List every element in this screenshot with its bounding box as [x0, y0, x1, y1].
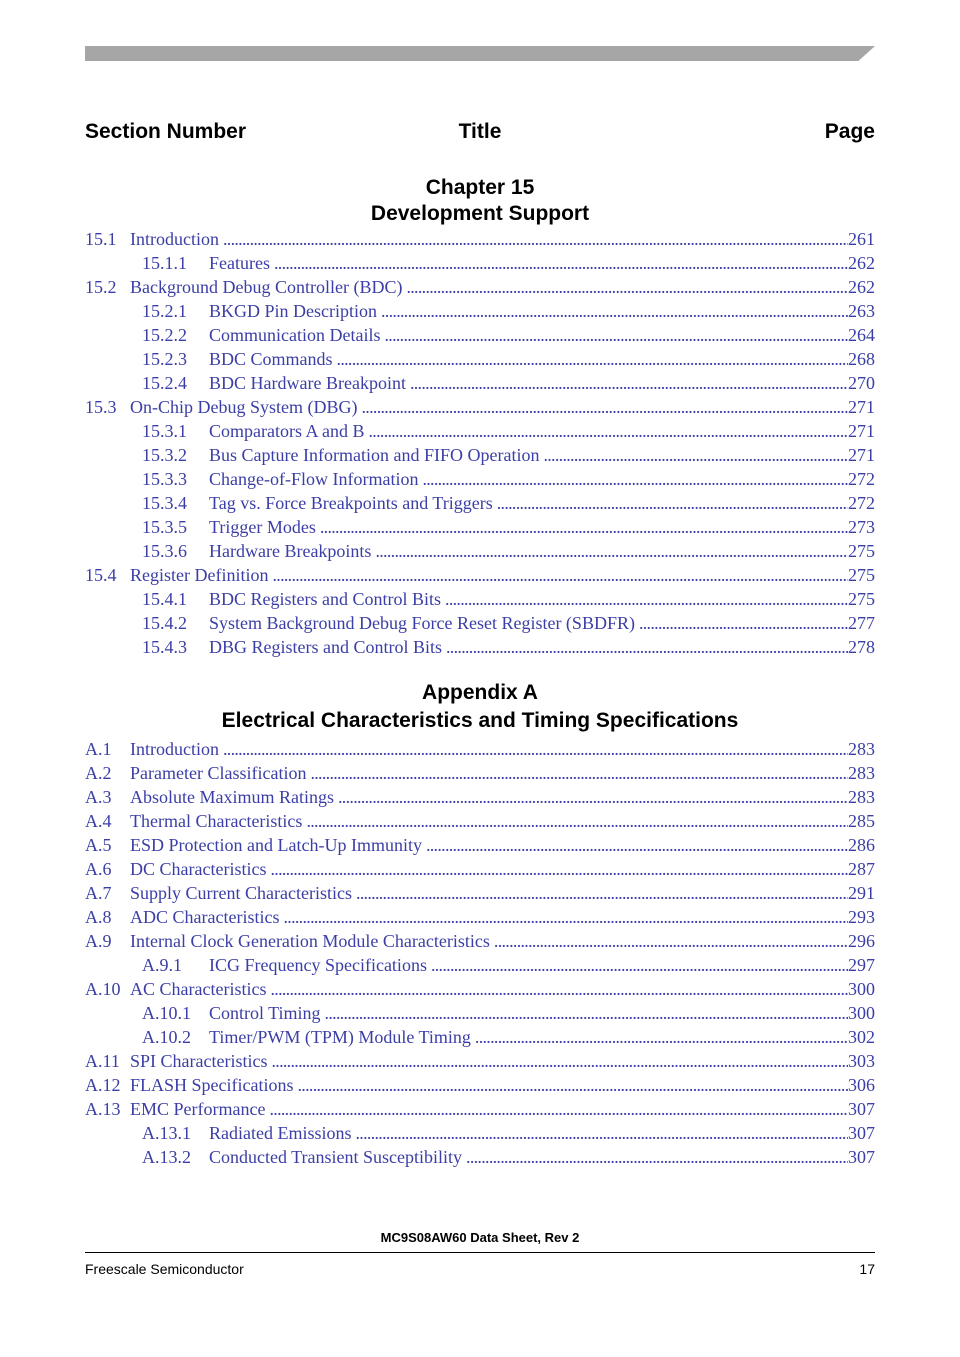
toc-entry-title[interactable]: Register Definition — [130, 563, 272, 587]
toc-entry[interactable] — [85, 1097, 875, 1121]
toc-entry[interactable] — [85, 539, 875, 563]
toc-entry-page[interactable]: 272 — [848, 493, 875, 513]
toc-entry-page[interactable]: 306 — [848, 1075, 875, 1095]
toc-entry-title[interactable]: Radiated Emissions — [209, 1121, 356, 1145]
toc-entry-title[interactable]: Parameter Classification — [130, 761, 310, 785]
toc-entry[interactable] — [85, 1049, 875, 1073]
toc-entry-number: 15.1 — [85, 229, 117, 249]
toc-entry-page[interactable]: 271 — [848, 421, 875, 441]
toc-entry-number: A.10 — [85, 979, 121, 999]
toc-entry-page[interactable]: 293 — [848, 907, 875, 927]
toc-entry[interactable] — [85, 323, 875, 347]
toc-entry-page[interactable]: 277 — [848, 613, 875, 633]
toc-entry-title[interactable]: Bus Capture Information and FIFO Operation — [209, 443, 543, 467]
toc-entry-page[interactable]: 291 — [848, 883, 875, 903]
toc-entry-page[interactable]: 283 — [848, 787, 875, 807]
dot-leader — [426, 833, 848, 857]
toc-entry-number: A.13.2 — [142, 1147, 191, 1167]
toc-entry[interactable] — [85, 785, 875, 809]
toc-entry[interactable] — [85, 635, 875, 659]
toc-entry-title[interactable]: Communication Details — [209, 323, 384, 347]
appendix-heading: Appendix A — [422, 681, 538, 704]
toc-entry-page[interactable]: 263 — [848, 301, 875, 321]
toc-entry-number: 15.3.1 — [142, 421, 187, 441]
dot-leader — [497, 491, 848, 515]
dot-leader — [325, 1001, 848, 1025]
column-header-section-number: Section Number — [85, 120, 247, 143]
toc-entry-page[interactable]: 302 — [848, 1027, 875, 1047]
toc-entry-title[interactable]: BDC Registers and Control Bits — [209, 587, 445, 611]
toc-entry-number: 15.2.3 — [142, 349, 187, 369]
toc-entry-page[interactable]: 275 — [848, 565, 875, 585]
column-header — [85, 120, 875, 150]
toc-entry[interactable] — [85, 905, 875, 929]
toc-entry[interactable] — [85, 443, 875, 467]
toc-entry-number: A.6 — [85, 859, 112, 879]
toc-entry[interactable] — [85, 563, 875, 587]
dot-leader — [283, 905, 848, 929]
toc-entry[interactable] — [85, 611, 875, 635]
dot-leader — [406, 275, 848, 299]
toc-entry-page[interactable]: 275 — [848, 589, 875, 609]
toc-entry[interactable] — [85, 857, 875, 881]
toc-entry-number: A.10.2 — [142, 1027, 191, 1047]
toc-entry-number: A.9 — [85, 931, 112, 951]
toc-entry-number: A.8 — [85, 907, 112, 927]
toc-entry-title[interactable]: Tag vs. Force Breakpoints and Triggers — [209, 491, 497, 515]
chapter-subheading: Development Support — [370, 202, 590, 225]
column-header-title: Title — [458, 120, 502, 143]
toc-appendix-a — [85, 737, 875, 1169]
toc-entry-number: A.2 — [85, 763, 112, 783]
toc-entry-title[interactable]: System Background Debug Force Reset Register (SBDFR) — [209, 611, 639, 635]
dot-leader — [298, 1073, 849, 1097]
toc-entry[interactable] — [85, 251, 875, 275]
toc-entry-page[interactable]: 261 — [848, 229, 875, 249]
toc-entry-title[interactable]: Control Timing — [209, 1001, 325, 1025]
toc-entry-title[interactable]: Introduction — [130, 737, 223, 761]
toc-entry-title[interactable]: On-Chip Debug System (DBG) — [130, 395, 362, 419]
toc-entry-number: A.11 — [85, 1051, 120, 1071]
toc-entry[interactable] — [85, 395, 875, 419]
toc-entry[interactable] — [85, 809, 875, 833]
toc-entry-title[interactable]: EMC Performance — [130, 1097, 269, 1121]
dot-leader — [274, 251, 848, 275]
toc-entry-number: 15.2.4 — [142, 373, 187, 393]
toc-entry-page[interactable]: 268 — [848, 349, 875, 369]
toc-entry[interactable] — [85, 1121, 875, 1145]
toc-entry-page[interactable]: 286 — [848, 835, 875, 855]
toc-entry-number: 15.2.2 — [142, 325, 187, 345]
dot-leader — [223, 227, 848, 251]
toc-entry[interactable] — [85, 419, 875, 443]
toc-entry-number: 15.3.2 — [142, 445, 187, 465]
toc-entry-number: 15.3.3 — [142, 469, 187, 489]
toc-entry[interactable] — [85, 1025, 875, 1049]
dot-leader — [494, 929, 848, 953]
toc-entry-title[interactable]: Conducted Transient Susceptibility — [209, 1145, 466, 1169]
footer-page-number: 17 — [859, 1261, 875, 1277]
dot-leader — [410, 371, 848, 395]
toc-entry-page[interactable]: 273 — [848, 517, 875, 537]
toc-entry-title[interactable]: SPI Characteristics — [130, 1049, 271, 1073]
dot-leader — [384, 323, 848, 347]
toc-entry-page[interactable]: 287 — [848, 859, 875, 879]
toc-entry[interactable] — [85, 227, 875, 251]
toc-entry-number: 15.1.1 — [142, 253, 187, 273]
toc-entry-title[interactable]: Internal Clock Generation Module Characteristics — [130, 929, 494, 953]
toc-chapter-15 — [85, 227, 875, 659]
dot-leader — [375, 539, 848, 563]
toc-entry-number: 15.4.3 — [142, 637, 187, 657]
toc-entry-page[interactable]: 275 — [848, 541, 875, 561]
toc-entry-title[interactable]: Change-of-Flow Information — [209, 467, 422, 491]
toc-entry[interactable] — [85, 491, 875, 515]
toc-entry-number: A.9.1 — [142, 955, 182, 975]
toc-entry[interactable] — [85, 953, 875, 977]
toc-entry-page[interactable]: 307 — [848, 1147, 875, 1167]
dot-leader — [338, 785, 848, 809]
dot-leader — [362, 395, 849, 419]
dot-leader — [445, 587, 848, 611]
toc-entry[interactable] — [85, 347, 875, 371]
toc-entry-title[interactable]: AC Characteristics — [130, 977, 270, 1001]
toc-entry-title[interactable]: ESD Protection and Latch-Up Immunity — [130, 833, 426, 857]
toc-entry[interactable] — [85, 1145, 875, 1169]
toc-entry-page[interactable]: 271 — [848, 445, 875, 465]
toc-entry[interactable] — [85, 881, 875, 905]
toc-entry[interactable] — [85, 587, 875, 611]
toc-entry-title[interactable]: ICG Frequency Specifications — [209, 953, 431, 977]
dot-leader — [270, 857, 848, 881]
toc-entry-title[interactable]: Comparators A and B — [209, 419, 369, 443]
toc-entry-number: 15.2.1 — [142, 301, 187, 321]
toc-entry-page[interactable]: 297 — [848, 955, 875, 975]
toc-entry-number: A.10.1 — [142, 1003, 191, 1023]
toc-entry-page[interactable]: 300 — [848, 1003, 875, 1023]
toc-entry-title[interactable]: Absolute Maximum Ratings — [130, 785, 338, 809]
footer-doc-title: MC9S08AW60 Data Sheet, Rev 2 — [380, 1230, 580, 1245]
dot-leader — [543, 443, 848, 467]
dot-leader — [310, 761, 848, 785]
toc-entry-number: 15.3.4 — [142, 493, 187, 513]
toc-entry-number: 15.4.1 — [142, 589, 187, 609]
dot-leader — [639, 611, 848, 635]
toc-entry[interactable] — [85, 833, 875, 857]
toc-entry-title[interactable]: Supply Current Characteristics — [130, 881, 356, 905]
dot-leader — [223, 737, 848, 761]
toc-entry-page[interactable]: 264 — [848, 325, 875, 345]
toc-entry[interactable] — [85, 299, 875, 323]
dot-leader — [446, 635, 848, 659]
dot-leader — [272, 563, 848, 587]
dot-leader — [356, 881, 848, 905]
toc-entry-page[interactable]: 271 — [848, 397, 875, 417]
toc-entry-number: 15.3.5 — [142, 517, 187, 537]
toc-entry-number: A.5 — [85, 835, 112, 855]
dot-leader — [270, 977, 848, 1001]
toc-entry-number: A.4 — [85, 811, 112, 831]
dot-leader — [320, 515, 848, 539]
toc-entry-title[interactable]: FLASH Specifications — [130, 1073, 298, 1097]
header-bar — [85, 46, 875, 61]
dot-leader — [422, 467, 848, 491]
dot-leader — [271, 1049, 848, 1073]
toc-entry-page[interactable]: 278 — [848, 637, 875, 657]
toc-entry-number: A.3 — [85, 787, 112, 807]
toc-entry[interactable] — [85, 275, 875, 299]
toc-entry-page[interactable]: 270 — [848, 373, 875, 393]
toc-entry-number: A.1 — [85, 739, 112, 759]
toc-entry-number: A.12 — [85, 1075, 121, 1095]
toc-entry-number: 15.4 — [85, 565, 117, 585]
toc-entry-page[interactable]: 307 — [848, 1123, 875, 1143]
toc-entry-title[interactable]: Introduction — [130, 227, 223, 251]
toc-entry-page[interactable]: 300 — [848, 979, 875, 999]
toc-entry-title[interactable]: DC Characteristics — [130, 857, 270, 881]
toc-entry[interactable] — [85, 977, 875, 1001]
toc-entry-number: 15.3 — [85, 397, 117, 417]
toc-entry-page[interactable]: 272 — [848, 469, 875, 489]
footer-divider — [85, 1252, 875, 1253]
toc-entry-title[interactable]: BDC Hardware Breakpoint — [209, 371, 410, 395]
toc-entry-number: A.7 — [85, 883, 112, 903]
toc-entry-number: A.13.1 — [142, 1123, 191, 1143]
toc-entry-title[interactable]: ADC Characteristics — [130, 905, 283, 929]
dot-leader — [475, 1025, 848, 1049]
toc-entry-page[interactable]: 283 — [848, 739, 875, 759]
dot-leader — [431, 953, 848, 977]
dot-leader — [369, 419, 849, 443]
toc-entry-page[interactable]: 262 — [848, 253, 875, 273]
toc-entry-title[interactable]: Hardware Breakpoints — [209, 539, 375, 563]
dot-leader — [381, 299, 848, 323]
toc-entry[interactable] — [85, 1001, 875, 1025]
toc-entry-page[interactable]: 307 — [848, 1099, 875, 1119]
dot-leader — [356, 1121, 849, 1145]
toc-entry[interactable] — [85, 467, 875, 491]
toc-entry-number: A.13 — [85, 1099, 121, 1119]
toc-entry[interactable] — [85, 737, 875, 761]
toc-entry-title[interactable]: BKGD Pin Description — [209, 299, 381, 323]
toc-entry-number: 15.2 — [85, 277, 117, 297]
dot-leader — [466, 1145, 848, 1169]
dot-leader — [306, 809, 848, 833]
toc-entry-title[interactable]: Thermal Characteristics — [130, 809, 306, 833]
toc-entry[interactable] — [85, 1073, 875, 1097]
dot-leader — [269, 1097, 848, 1121]
toc-entry-title[interactable]: BDC Commands — [209, 347, 337, 371]
toc-entry-title[interactable]: Trigger Modes — [209, 515, 320, 539]
toc-entry-title[interactable]: Features — [209, 251, 274, 275]
toc-entry-title[interactable]: Timer/PWM (TPM) Module Timing — [209, 1025, 475, 1049]
column-header-page: Page — [824, 120, 875, 143]
toc-entry[interactable] — [85, 515, 875, 539]
toc-entry-page[interactable]: 296 — [848, 931, 875, 951]
toc-entry[interactable] — [85, 929, 875, 953]
toc-entry-number: 15.4.2 — [142, 613, 187, 633]
toc-entry-page[interactable]: 283 — [848, 763, 875, 783]
toc-entry-page[interactable]: 303 — [848, 1051, 875, 1071]
dot-leader — [337, 347, 848, 371]
toc-entry-page[interactable]: 285 — [848, 811, 875, 831]
toc-entry[interactable] — [85, 371, 875, 395]
toc-entry-page[interactable]: 262 — [848, 277, 875, 297]
chapter-heading: Chapter 15 — [425, 176, 535, 199]
toc-entry-title[interactable]: Background Debug Controller (BDC) — [130, 275, 406, 299]
appendix-subheading: Electrical Characteristics and Timing Specifications — [221, 709, 739, 732]
footer-company: Freescale Semiconductor — [85, 1261, 244, 1277]
toc-entry-number: 15.3.6 — [142, 541, 187, 561]
toc-entry-title[interactable]: DBG Registers and Control Bits — [209, 635, 446, 659]
toc-entry[interactable] — [85, 761, 875, 785]
